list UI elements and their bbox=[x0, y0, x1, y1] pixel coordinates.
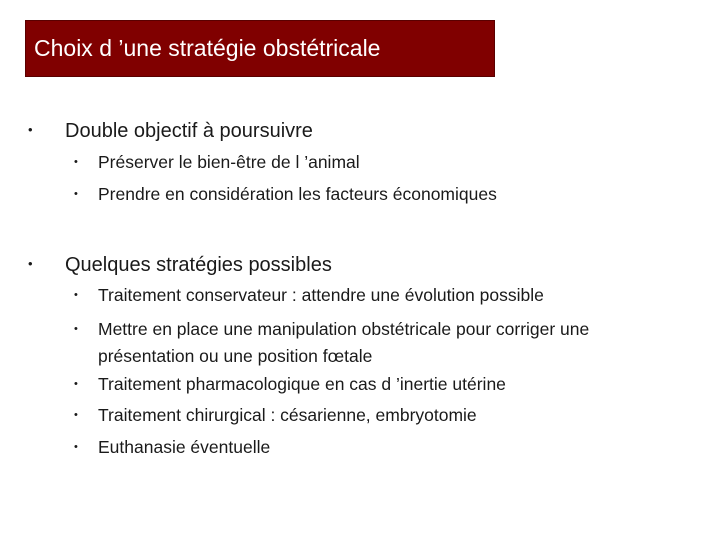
section-heading bbox=[28, 118, 313, 143]
section-heading bbox=[28, 252, 332, 277]
list-item bbox=[74, 437, 694, 458]
list-item bbox=[74, 405, 694, 426]
section-heading-text: Quelques stratégies possibles bbox=[65, 254, 332, 276]
list-item-text: Préserver le bien-être de l ’animal bbox=[98, 152, 360, 172]
bullet-icon: • bbox=[74, 323, 78, 335]
list-item bbox=[74, 285, 694, 306]
list-item bbox=[74, 152, 694, 173]
bullet-icon: • bbox=[74, 409, 78, 421]
title-banner bbox=[25, 20, 495, 77]
list-item bbox=[74, 316, 684, 370]
list-item-text: Prendre en considération les facteurs économiques bbox=[98, 184, 497, 204]
bullet-icon: • bbox=[74, 441, 78, 453]
bullet-icon: • bbox=[74, 289, 78, 301]
list-item-text: Traitement pharmacologique en cas d ’inertie utérine bbox=[98, 374, 506, 394]
list-item-text: Euthanasie éventuelle bbox=[98, 437, 271, 457]
list-item bbox=[74, 184, 694, 205]
list-item-text: Traitement conservateur : attendre une évolution possible bbox=[98, 285, 544, 305]
list-item-text: Traitement chirurgical : césarienne, embryotomie bbox=[98, 405, 477, 425]
bullet-icon: • bbox=[74, 156, 78, 168]
bullet-icon: • bbox=[74, 378, 78, 390]
list-item-text: Mettre en place une manipulation obstétricale pour corriger une présentation ou une position fœtale bbox=[98, 319, 590, 366]
slide-title: Choix d ’une stratégie obstétricale bbox=[34, 35, 381, 61]
list-item bbox=[74, 374, 694, 395]
bullet-icon: • bbox=[28, 256, 33, 271]
section-heading-text: Double objectif à poursuivre bbox=[65, 120, 313, 142]
bullet-icon: • bbox=[28, 122, 33, 137]
bullet-icon: • bbox=[74, 188, 78, 200]
